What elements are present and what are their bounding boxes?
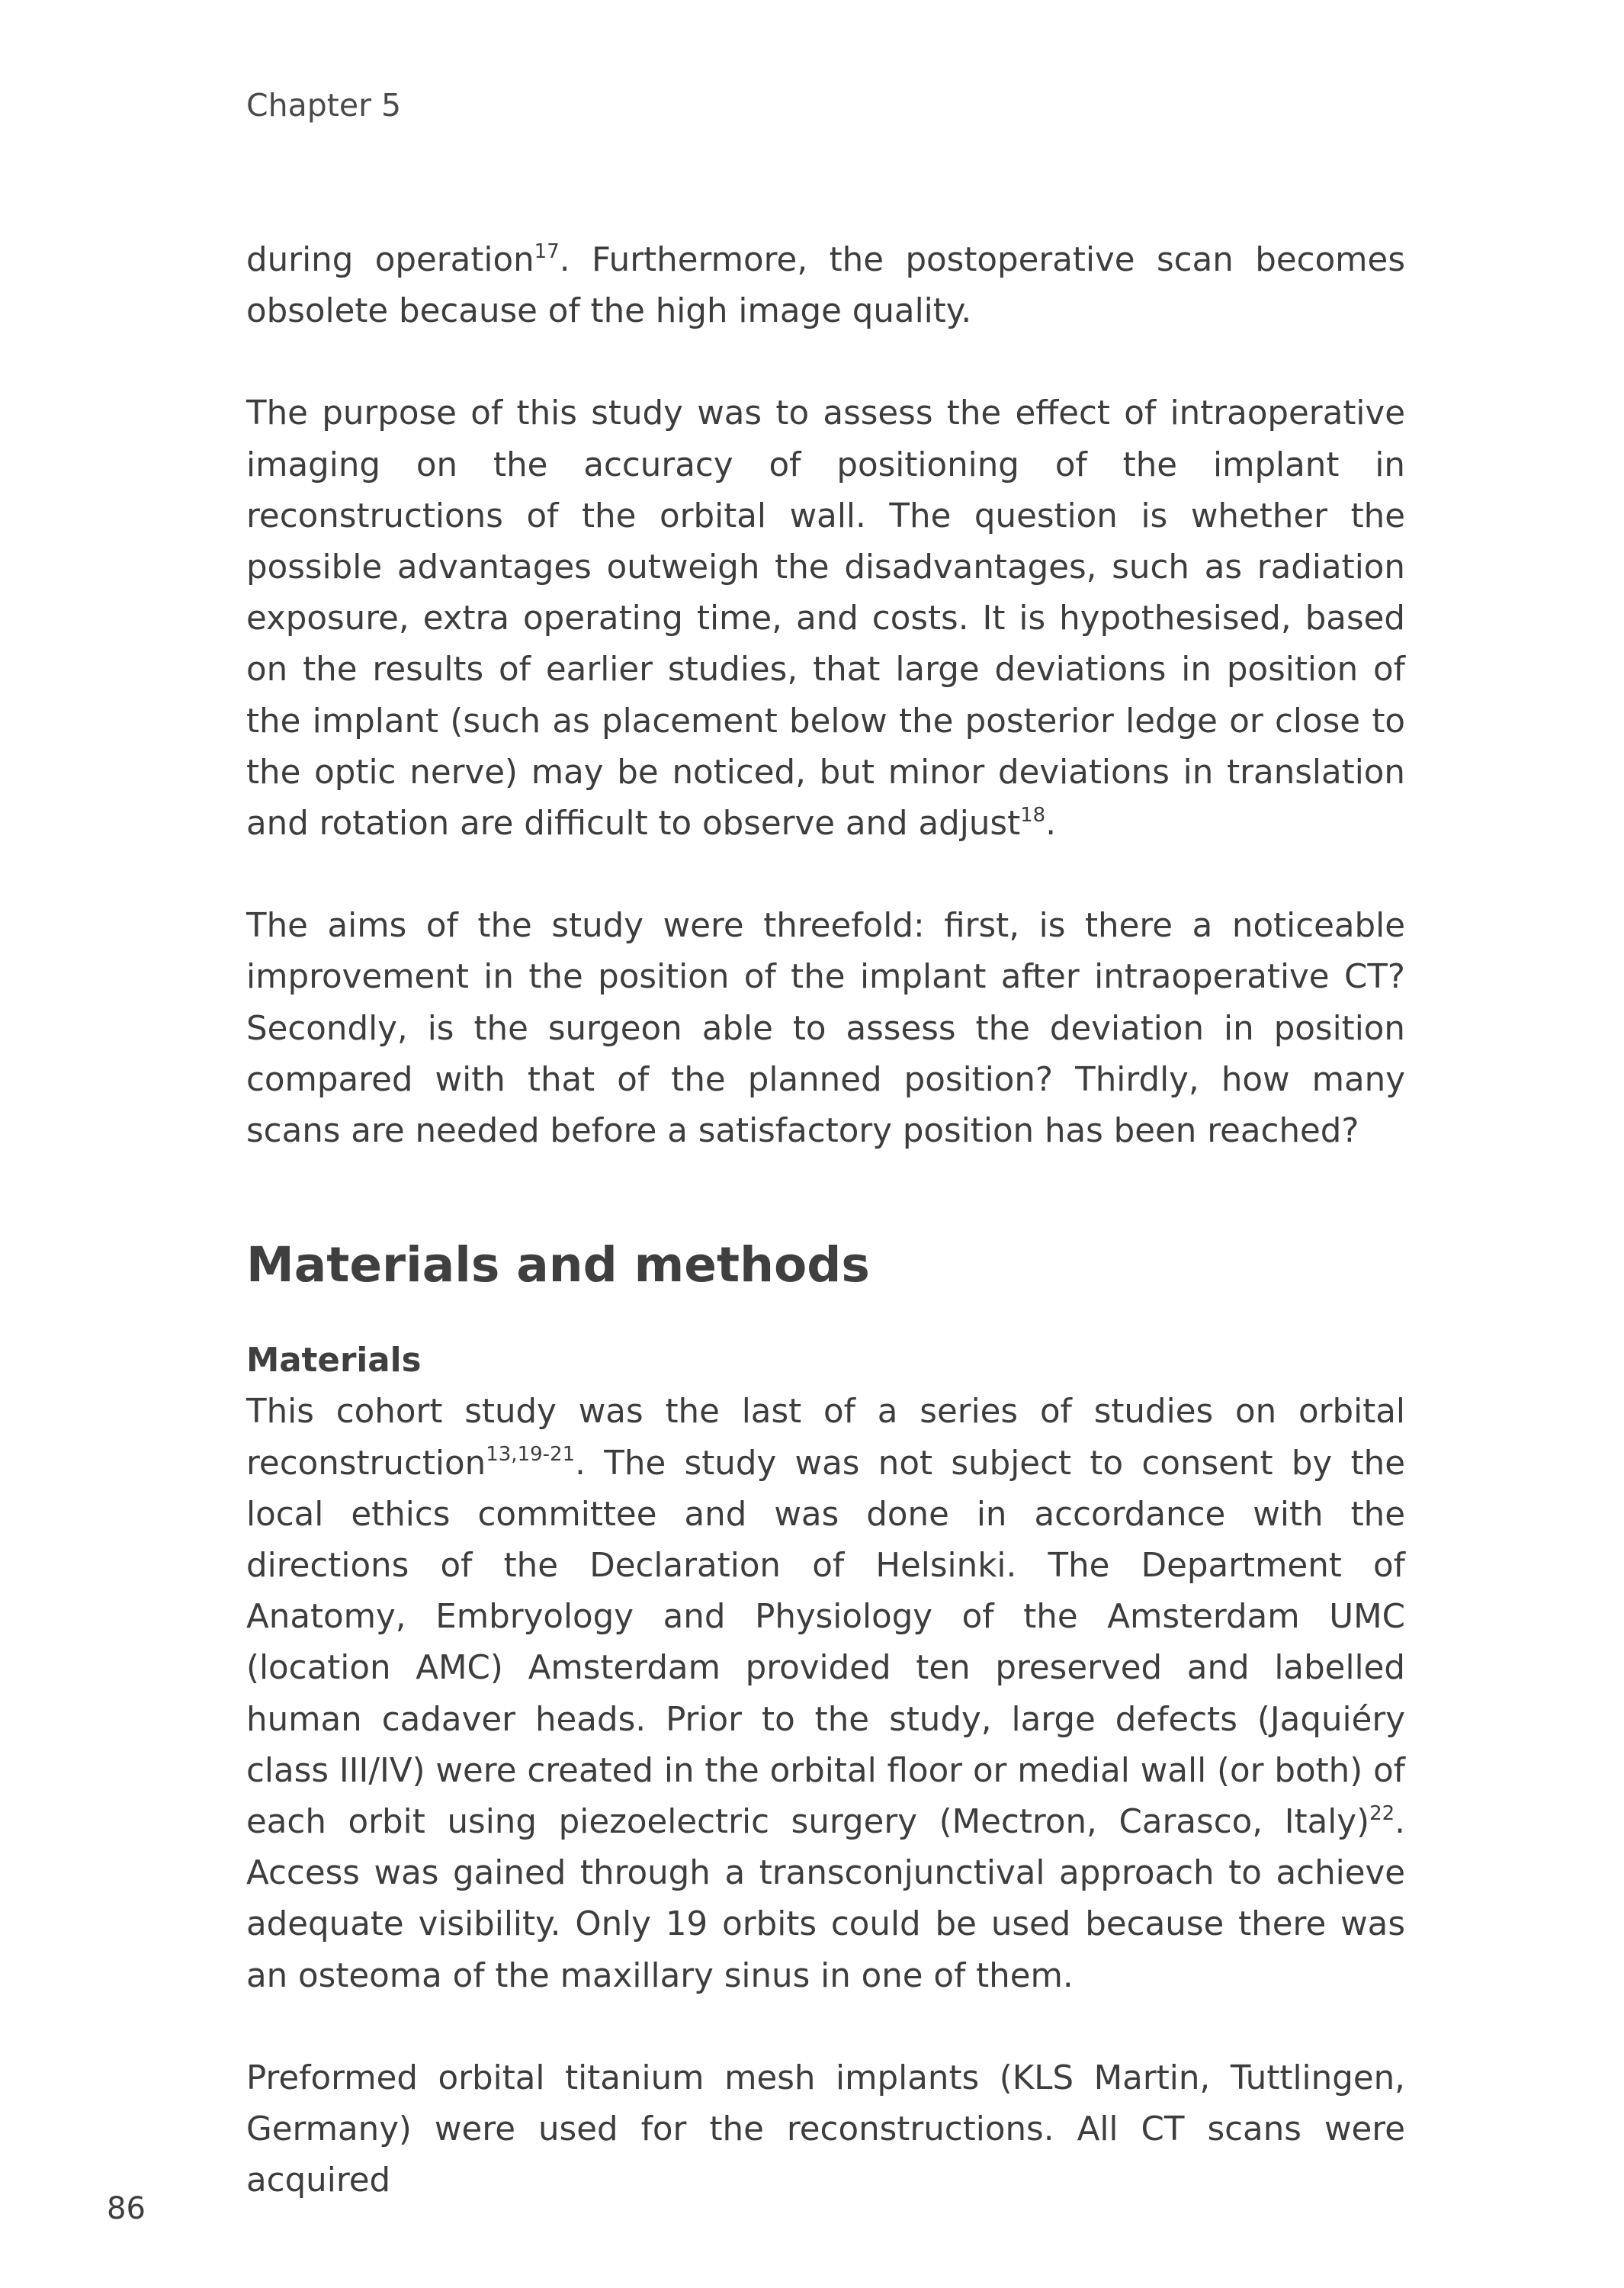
- paragraph-text: The purpose of this study was to assess the effect of intraoperative imaging on the accuracy of positioning of the implant in reconstructions of the orbital wall. The question is whether the possible advantages outweigh the disadvantages, such as radiation exposure, extra operating time, and costs. It is hypothesised, based on the results of earlier studies, that large deviations in position of the implant (such as placement below the posterior ledge or close to the optic nerve) may be noticed, but minor deviations in translation and rotation are difficult to observe and adjust: [246, 394, 1405, 844]
- page-number: 86: [107, 2191, 146, 2226]
- paragraph-text: . The study was not subject to consent by the local ethics committee and was done in accordance with the directions of the Declaration of Helsinki. The Department of Anatomy, Embryology and Physiology of the Amsterdam UMC (location AMC) Amsterdam provided ten preserved and labelled human cadaver heads. Prior to the study, large defects (Jaquiéry class III/IV) were created in the orbital floor or medial wall (or both) of each orbit using piezoelectric surgery (Mectron, Carasco, Italy): [246, 1444, 1405, 1842]
- paragraph-implants: Preformed orbital titanium mesh implants (KLS Martin, Tuttlingen, Germany) were used for the reconstructions. All CT scans were acquired: [246, 2058, 1405, 2200]
- paragraph-text: . Access was gained through a transconjunctival approach to achieve adequate visibility. Only 19 orbits could be used because there was an osteoma of the maxillary sinus in one of them.: [246, 1803, 1405, 1995]
- paragraph-text: This cohort study was the last of a series of studies on orbital reconstruction: [246, 1393, 1405, 1483]
- paragraph-materials: [246, 1387, 1405, 2001]
- citation-ref: 18: [1020, 803, 1046, 827]
- paragraph-text: .: [1045, 805, 1057, 844]
- running-header-chapter: Chapter 5: [246, 87, 402, 124]
- paragraph-study-aims: The aims of the study were threefold: first, is there a noticeable improvement in the position of the implant after intraoperative CT? Secondly, is the surgeon able to assess the deviation in position compared with that of the planned position? Thirdly, how many scans are needed before a satisfactory position has been reached?: [246, 907, 1405, 1151]
- citation-ref: 17: [534, 239, 560, 263]
- paragraph-text: . Furthermore, the postoperative scan becomes obsolete because of the high image quality.: [246, 241, 1405, 331]
- section-heading: Materials and methods: [246, 1237, 870, 1293]
- paragraph-intraoperative-scan: [246, 235, 1405, 337]
- paragraph-text: during operation: [246, 241, 534, 279]
- citation-ref: 22: [1369, 1801, 1395, 1825]
- subsection-heading: Materials: [246, 1342, 422, 1380]
- paragraph-study-purpose: [246, 388, 1405, 850]
- citation-ref: 13,19-21: [486, 1443, 576, 1467]
- main-text-column: [246, 235, 1405, 2207]
